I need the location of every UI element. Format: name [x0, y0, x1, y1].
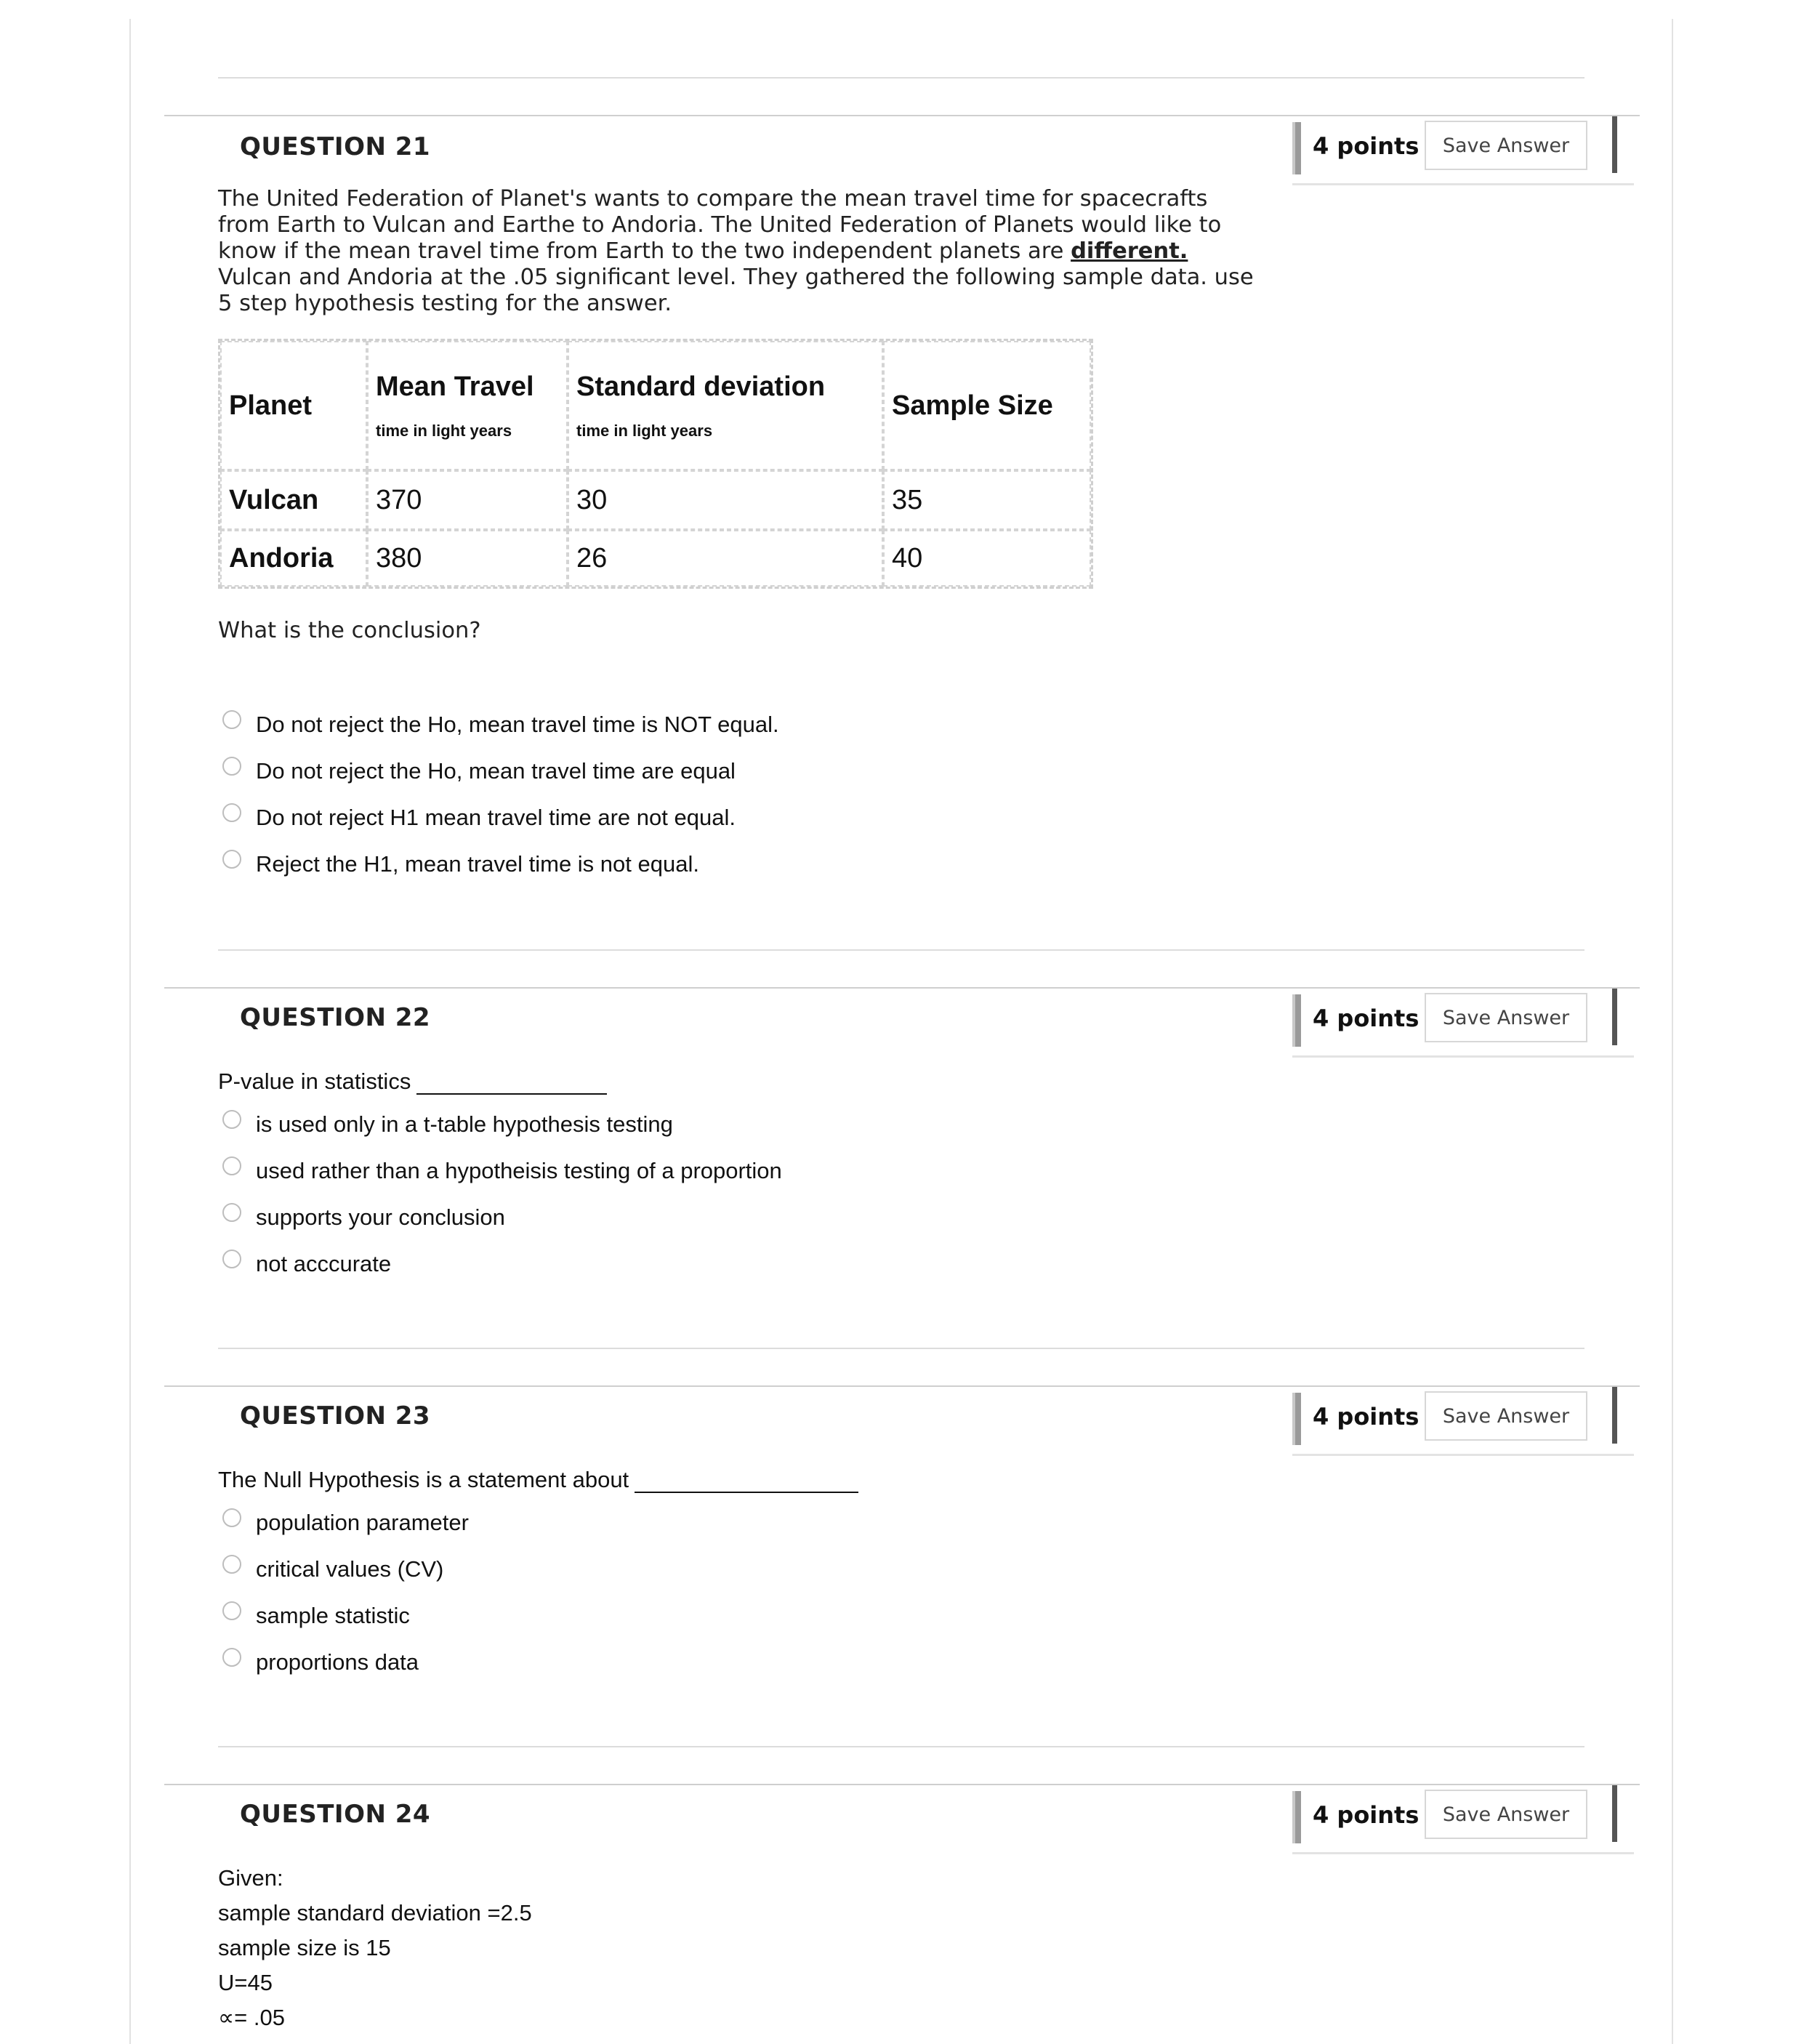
page-right-border [1672, 19, 1673, 2044]
question-24-given-line: U=45 [218, 1970, 273, 1995]
question-22-prompt [218, 1069, 607, 1095]
question-23-title: QUESTION 23 [240, 1401, 431, 1431]
answer-option-label[interactable]: used rather than a hypotheisis testing of a proportion [256, 1158, 782, 1183]
points-marker [1292, 122, 1301, 174]
question-22-points: 4 points [1313, 1005, 1420, 1032]
header-planet: Planet [229, 390, 313, 421]
question-separator [218, 949, 1584, 951]
table-cell [367, 470, 568, 530]
answer-option-label[interactable]: supports your conclusion [256, 1204, 505, 1230]
question-22-points-panel [1292, 989, 1634, 1058]
header-mean-travel: Mean Travel [376, 371, 534, 402]
radio-button[interactable] [222, 1648, 241, 1667]
radio-button[interactable] [222, 710, 241, 729]
radio-button[interactable] [222, 1555, 241, 1574]
std-dev-value: 26 [576, 542, 608, 574]
answer-blank-line [635, 1473, 858, 1493]
question-21-prompt-emphasis: different. [1071, 238, 1188, 264]
table-cell [568, 470, 883, 530]
answer-option-label[interactable]: Do not reject the Ho, mean travel time is NOT equal. [256, 712, 779, 737]
question-23-points: 4 points [1313, 1403, 1420, 1431]
answer-option[interactable] [222, 753, 736, 789]
answer-option-label[interactable]: Reject the H1, mean travel time is not equal. [256, 851, 699, 877]
page-left-border [129, 19, 131, 2044]
header-mean-travel-unit: time in light years [376, 421, 512, 440]
radio-button[interactable] [222, 1508, 241, 1527]
mean-travel-value: 370 [376, 484, 422, 515]
table-header-row [220, 341, 1091, 470]
question-21-title: QUESTION 21 [240, 132, 431, 161]
question-21-data-table [218, 339, 1093, 589]
answer-option-label[interactable]: not acccurate [256, 1251, 392, 1276]
planet-name: Andoria [229, 542, 334, 574]
header-standard-deviation-unit: time in light years [576, 421, 713, 440]
question-24-save-answer-button[interactable]: Save Answer [1425, 1790, 1587, 1839]
table-header-cell [367, 341, 568, 470]
table-cell [220, 470, 367, 530]
radio-button[interactable] [222, 1110, 241, 1129]
panel-right-marker [1612, 116, 1617, 173]
answer-option[interactable] [222, 846, 699, 882]
table-cell [220, 530, 367, 587]
question-21-prompt-text-end: Vulcan and Andoria at the .05 significant level. They gathered the following sample data. use 5 step hypothesis testing for the answer. [218, 265, 1254, 316]
question-separator [218, 1348, 1584, 1349]
answer-option-label[interactable]: Do not reject the Ho, mean travel time are equal [256, 758, 736, 784]
radio-button[interactable] [222, 1250, 241, 1268]
answer-option-label[interactable]: critical values (CV) [256, 1556, 444, 1582]
sample-size-value: 40 [892, 542, 923, 574]
table-cell [568, 530, 883, 587]
panel-right-marker [1612, 1785, 1617, 1842]
answer-option[interactable] [222, 1551, 443, 1588]
question-24-title: QUESTION 24 [240, 1800, 431, 1829]
question-21-prompt [218, 186, 1265, 317]
answer-option[interactable] [222, 800, 736, 836]
question-21-followup: What is the conclusion? [218, 618, 481, 643]
answer-option[interactable] [222, 1153, 782, 1189]
table-cell [883, 470, 1091, 530]
answer-option[interactable] [222, 707, 779, 743]
points-marker [1292, 994, 1301, 1047]
answer-option-label[interactable]: proportions data [256, 1649, 419, 1675]
radio-button[interactable] [222, 1156, 241, 1175]
question-22-prompt-text: P-value in statistics [218, 1069, 411, 1094]
question-23-prompt-text: The Null Hypothesis is a statement about [218, 1467, 629, 1492]
question-23-points-panel [1292, 1387, 1634, 1456]
radio-button[interactable] [222, 757, 241, 776]
question-22-save-answer-button[interactable]: Save Answer [1425, 993, 1587, 1042]
answer-option[interactable] [222, 1106, 673, 1143]
answer-option[interactable] [222, 1246, 391, 1282]
question-24-points-panel [1292, 1785, 1634, 1854]
question-24-given-line: sample standard deviation =2.5 [218, 1900, 532, 1926]
question-separator [218, 1746, 1584, 1747]
header-sample-size: Sample Size [892, 390, 1053, 421]
answer-option[interactable] [222, 1598, 410, 1634]
answer-option-label[interactable]: Do not reject H1 mean travel time are not equal. [256, 805, 736, 830]
table-row [220, 530, 1091, 587]
table-header-cell [568, 341, 883, 470]
table-header-cell [220, 341, 367, 470]
question-21-points-panel [1292, 116, 1634, 185]
mean-travel-value: 380 [376, 542, 422, 574]
answer-option[interactable] [222, 1644, 419, 1681]
panel-right-marker [1612, 1387, 1617, 1444]
answer-option[interactable] [222, 1199, 505, 1236]
answer-option[interactable] [222, 1505, 469, 1541]
question-21-save-answer-button[interactable]: Save Answer [1425, 121, 1587, 170]
question-24-given-heading: Given: [218, 1865, 283, 1891]
radio-button[interactable] [222, 1203, 241, 1222]
answer-option-label[interactable]: sample statistic [256, 1603, 410, 1628]
table-header-cell [883, 341, 1091, 470]
radio-button[interactable] [222, 1601, 241, 1620]
answer-option-label[interactable]: population parameter [256, 1510, 469, 1535]
table-row [220, 470, 1091, 530]
std-dev-value: 30 [576, 484, 608, 515]
question-21-prompt-text: The United Federation of Planet's wants to compare the mean travel time for spacecrafts from Earth to Vulcan and Earthe to Andoria. The United Federation of Planets would like to know if the mean travel time from Earth to the two independent planets are [218, 186, 1222, 264]
question-22-title: QUESTION 22 [240, 1003, 431, 1032]
table-cell [367, 530, 568, 587]
points-marker [1292, 1791, 1301, 1843]
sample-size-value: 35 [892, 484, 923, 515]
question-separator [218, 77, 1584, 79]
question-24-points: 4 points [1313, 1801, 1420, 1829]
radio-button[interactable] [222, 803, 241, 822]
question-23-save-answer-button[interactable]: Save Answer [1425, 1391, 1587, 1441]
question-21-points: 4 points [1313, 132, 1420, 160]
header-standard-deviation: Standard deviation [576, 371, 826, 402]
answer-option-label[interactable]: is used only in a t-table hypothesis testing [256, 1111, 673, 1137]
planet-name: Vulcan [229, 484, 319, 515]
answer-blank-line [416, 1074, 607, 1095]
table-cell [883, 530, 1091, 587]
panel-right-marker [1612, 989, 1617, 1045]
question-23-prompt [218, 1467, 858, 1493]
radio-button[interactable] [222, 850, 241, 869]
question-24-given-line: ∝= .05 [218, 2005, 285, 2030]
points-marker [1292, 1393, 1301, 1445]
question-24-given-line: sample size is 15 [218, 1935, 391, 1960]
